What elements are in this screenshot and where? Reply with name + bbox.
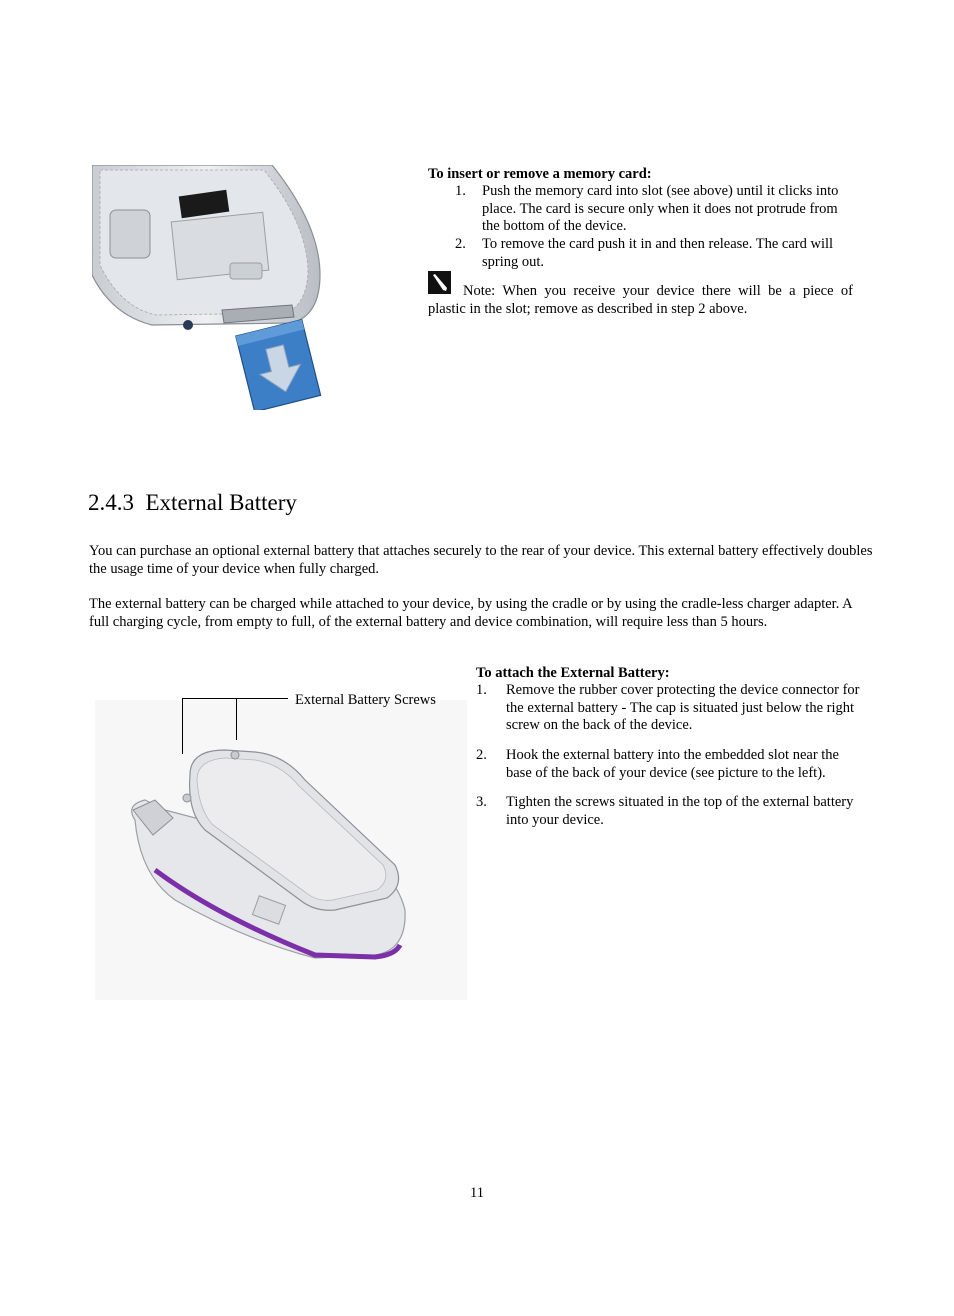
step-number: 2.: [455, 236, 466, 252]
section-title: External Battery: [145, 490, 297, 515]
step-number: 1.: [476, 682, 487, 698]
step-text: Remove the rubber cover protecting the device connector for the external battery - The cap is situated just below the right screw on the back of the device.: [506, 682, 860, 733]
attach-step-2: [476, 747, 868, 782]
section-number: 2.4.3: [88, 490, 134, 515]
callout-line-right: [236, 698, 237, 740]
callout-line-horizontal: [182, 698, 288, 699]
attach-step-3: [476, 794, 868, 829]
step-number: 3.: [476, 794, 487, 810]
attach-heading: To attach the External Battery:: [476, 665, 670, 681]
memory-card-step-2: [455, 236, 855, 271]
step-text: To remove the card push it in and then release. The card will spring out.: [482, 236, 834, 270]
memory-card-heading: To insert or remove a memory card:: [428, 166, 652, 182]
page-number: 11: [470, 1185, 484, 1201]
memory-card-step-1: [455, 183, 855, 236]
step-text: Tighten the screws situated in the top of the external battery into your device.: [506, 794, 854, 828]
callout-line-left: [182, 698, 183, 754]
attach-step-1: [476, 682, 868, 735]
battery-figure: [95, 700, 467, 1000]
memory-card-note: Note: When you receive your device there will be a piece of plastic in the slot; remove as described in step 2 above.: [428, 283, 853, 317]
callout-label: External Battery Screws: [295, 692, 436, 708]
step-text: Hook the external battery into the embedded slot near the base of the back of your device (see picture to the left).: [506, 747, 839, 781]
step-number: 1.: [455, 183, 466, 199]
paragraph-1: You can purchase an optional external battery that attaches securely to the rear of your device. This external battery effectively doubles the usage time of your device when fully charged.: [89, 543, 873, 577]
step-text: Push the memory card into slot (see above) until it clicks into place. The card is secure only when it does not protrude from the bottom of the device.: [482, 183, 839, 234]
memory-card-figure: [92, 165, 337, 410]
section-heading: [88, 490, 297, 516]
step-number: 2.: [476, 747, 487, 763]
paragraph-2: The external battery can be charged while attached to your device, by using the cradle or by using the cradle-less charger adapter. A full charging cycle, from empty to full, of the external battery and device combination, will require less than 5 hours.: [89, 596, 852, 630]
